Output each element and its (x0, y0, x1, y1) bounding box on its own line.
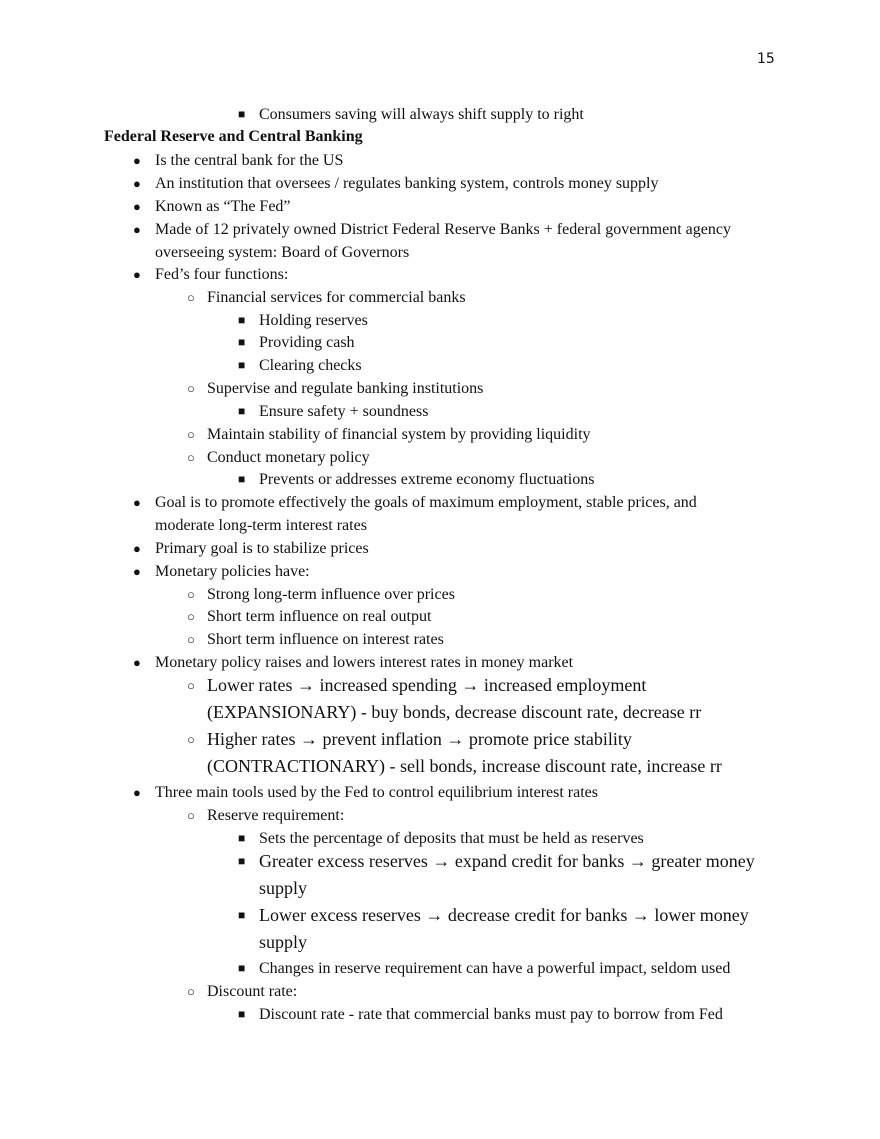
list-item-text: overseeing system: Board of Governors (155, 244, 410, 261)
list-item-text: Holding reserves (259, 312, 368, 329)
list-item-text: Short term influence on real output (207, 608, 432, 625)
bullet-square-icon: ■ (238, 107, 246, 121)
list-item-text: Monetary policy raises and lowers interest rates in money market (155, 654, 574, 671)
list-item (238, 331, 355, 354)
list-item-text: Made of 12 privately owned District Federal Reserve Banks + federal government agency (155, 221, 731, 238)
list-item (238, 827, 644, 850)
list-item (187, 628, 444, 651)
bullet-disc-icon: ● (133, 267, 141, 282)
list-item (133, 537, 369, 560)
list-item (133, 149, 344, 172)
list-item (238, 468, 595, 491)
list-item-text: Strong long-term influence over prices (207, 586, 455, 603)
bullet-square-icon: ■ (238, 472, 246, 486)
list-item-text: (EXPANSIONARY) - buy bonds, decrease discount rate, decrease rr (207, 702, 702, 722)
list-item (187, 583, 455, 606)
bullet-circle-icon: ○ (187, 450, 195, 465)
list-item (133, 263, 289, 286)
bullet-disc-icon: ● (133, 495, 141, 510)
list-item (187, 804, 345, 827)
list-item (133, 651, 574, 674)
list-item (133, 781, 599, 804)
list-item-text: Lower excess reserves → decrease credit for banks → lower money (259, 905, 749, 925)
list-item (187, 605, 432, 628)
bullet-square-icon: ■ (238, 404, 246, 418)
list-item-text: Prevents or addresses extreme economy fluctuations (259, 471, 595, 488)
list-item-text: Clearing checks (259, 357, 362, 374)
list-item (133, 560, 310, 583)
bullet-disc-icon: ● (133, 541, 141, 556)
list-item-text: Greater excess reserves → expand credit for banks → greater money (259, 851, 755, 871)
list-item-text: Discount rate - rate that commercial banks must pay to borrow from Fed (259, 1006, 723, 1023)
list-item (238, 400, 429, 423)
list-item-text: Known as “The Fed” (155, 198, 291, 215)
list-item (238, 957, 731, 980)
list-item-text: Goal is to promote effectively the goals of maximum employment, stable prices, and (155, 494, 697, 511)
bullet-square-icon: ■ (238, 831, 246, 845)
bullet-circle-icon: ○ (187, 678, 195, 693)
bullet-square-icon: ■ (238, 961, 246, 975)
list-item (238, 848, 755, 902)
bullet-circle-icon: ○ (187, 427, 195, 442)
list-item-text: Lower rates → increased spending → increased employment (207, 675, 647, 695)
bullet-circle-icon: ○ (187, 381, 195, 396)
bullet-square-icon: ■ (238, 313, 246, 327)
bullet-disc-icon: ● (133, 199, 141, 214)
list-item-text: Supervise and regulate banking institutions (207, 380, 484, 397)
bullet-circle-icon: ○ (187, 732, 195, 747)
bullet-square-icon: ■ (238, 335, 246, 349)
bullet-disc-icon: ● (133, 655, 141, 670)
list-item (187, 446, 370, 469)
list-item (238, 103, 584, 126)
list-item-text: Changes in reserve requirement can have a powerful impact, seldom used (259, 960, 731, 977)
section-heading: Federal Reserve and Central Banking (104, 128, 363, 145)
list-item-text: Reserve requirement: (207, 807, 345, 824)
list-item-text: Providing cash (259, 334, 355, 351)
list-item-text: Sets the percentage of deposits that must be held as reserves (259, 830, 644, 847)
list-item-text: Primary goal is to stabilize prices (155, 540, 369, 557)
list-item (238, 1003, 723, 1026)
bullet-circle-icon: ○ (187, 609, 195, 624)
list-item (133, 195, 291, 218)
bullet-disc-icon: ● (133, 222, 141, 237)
list-item-text: Monetary policies have: (155, 563, 310, 580)
bullet-disc-icon: ● (133, 176, 141, 191)
list-item (187, 726, 722, 780)
list-item-text: Three main tools used by the Fed to control equilibrium interest rates (155, 784, 599, 801)
bullet-square-icon: ■ (238, 908, 246, 922)
list-item (187, 980, 298, 1003)
list-item-text: supply (259, 932, 308, 952)
list-item-text: Conduct monetary policy (207, 449, 370, 466)
bullet-disc-icon: ● (133, 785, 141, 800)
page-number: 15 (757, 51, 775, 67)
list-item (187, 672, 702, 726)
bullet-circle-icon: ○ (187, 632, 195, 647)
list-item (187, 423, 591, 446)
list-item-text: Consumers saving will always shift supply to right (259, 106, 584, 123)
bullet-circle-icon: ○ (187, 290, 195, 305)
list-item-text: Maintain stability of financial system by providing liquidity (207, 426, 591, 443)
list-item (238, 309, 368, 332)
list-item (187, 286, 466, 309)
bullet-disc-icon: ● (133, 564, 141, 579)
bullet-square-icon: ■ (238, 854, 246, 868)
bullet-circle-icon: ○ (187, 587, 195, 602)
list-item-text: Higher rates → prevent inflation → promote price stability (207, 729, 632, 749)
bullet-disc-icon: ● (133, 153, 141, 168)
list-item-text: moderate long-term interest rates (155, 517, 367, 534)
list-item-text: Short term influence on interest rates (207, 631, 444, 648)
list-item-text: Financial services for commercial banks (207, 289, 466, 306)
list-item (187, 377, 484, 400)
list-item-text: Ensure safety + soundness (259, 403, 429, 420)
list-item-text: supply (259, 878, 308, 898)
list-item-text: An institution that oversees / regulates banking system, controls money supply (155, 175, 659, 192)
list-item-text: (CONTRACTIONARY) - sell bonds, increase discount rate, increase rr (207, 756, 722, 776)
list-item (238, 902, 749, 956)
list-item (133, 218, 731, 264)
bullet-square-icon: ■ (238, 358, 246, 372)
bullet-circle-icon: ○ (187, 808, 195, 823)
bullet-square-icon: ■ (238, 1007, 246, 1021)
list-item (133, 491, 697, 537)
bullet-circle-icon: ○ (187, 984, 195, 999)
list-item-text: Fed’s four functions: (155, 266, 289, 283)
list-item-text: Discount rate: (207, 983, 298, 1000)
list-item-text: Is the central bank for the US (155, 152, 344, 169)
list-item (238, 354, 362, 377)
list-item (133, 172, 659, 195)
